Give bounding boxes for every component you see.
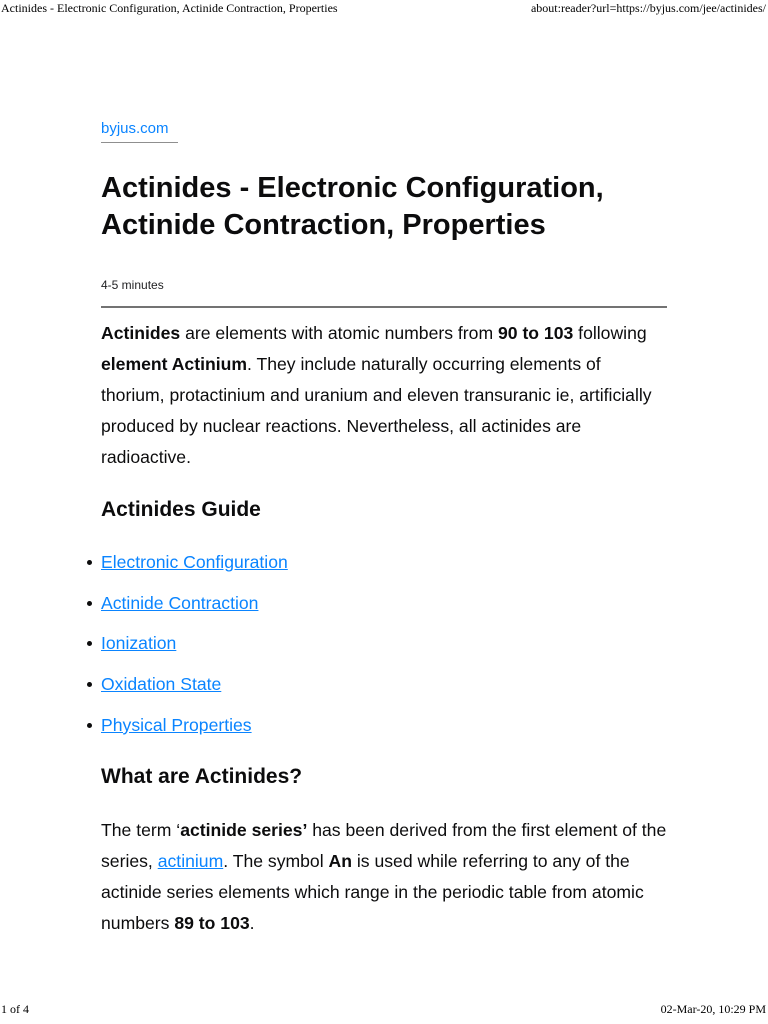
intro-bold-range: 90 to 103 xyxy=(497,323,574,343)
list-item xyxy=(101,710,288,751)
list-item xyxy=(101,547,288,588)
print-page-title: Actinides - Electronic Configuration, Actinide Contraction, Properties xyxy=(1,1,338,15)
what-text-2: has been derived from the first element of the series, xyxy=(101,820,667,871)
guide-heading: Actinides Guide xyxy=(101,498,261,521)
print-footer xyxy=(0,1002,768,1018)
intro-bold-actinides: Actinides xyxy=(101,323,181,343)
guide-link-physical-properties[interactable]: Physical Properties xyxy=(101,714,252,735)
list-item xyxy=(101,669,288,710)
what-text-4: is used while referring to any of the actinide series elements which range in the periodic table from atomic numbers xyxy=(101,851,644,933)
source-domain-link[interactable]: byjus.com xyxy=(101,120,178,143)
intro-text-1: are elements with atomic numbers from xyxy=(180,323,498,343)
page-count: 1 of 4 xyxy=(1,1002,29,1016)
what-text-5: . xyxy=(249,913,255,933)
what-bold-range: 89 to 103 xyxy=(174,913,250,933)
what-text-3: . The symbol xyxy=(223,851,329,871)
print-url: about:reader?url=https://byjus.com/jee/actinides/ xyxy=(530,1,766,15)
guide-list xyxy=(101,547,288,750)
what-text-1: The term ‘ xyxy=(101,820,181,840)
guide-link-ionization[interactable]: Ionization xyxy=(101,633,177,654)
actinium-link[interactable]: actinium xyxy=(157,851,224,871)
header-divider xyxy=(101,306,667,308)
list-item xyxy=(101,628,288,669)
intro-paragraph xyxy=(101,318,667,473)
guide-link-electronic-configuration[interactable]: Electronic Configuration xyxy=(101,552,288,572)
intro-text-2: following xyxy=(573,323,647,343)
what-bold-series: actinide series’ xyxy=(180,820,308,840)
intro-bold-element: element Actinium xyxy=(101,354,247,374)
what-bold-symbol: An xyxy=(328,851,352,871)
print-datetime: 02-Mar-20, 10:29 PM xyxy=(660,1002,766,1016)
article-title: Actinides - Electronic Configuration, Actinide Contraction, Properties xyxy=(101,172,604,241)
bullet-icon xyxy=(87,601,92,606)
bullet-icon xyxy=(87,641,92,646)
intro-text-3: . They include naturally occurring elements of thorium, protactinium and uranium and eleven transuranic ie, artificially produced by nuclear reactions. Nevertheless, all actinides are radioactive. xyxy=(101,354,652,467)
what-heading: What are Actinides? xyxy=(101,765,303,788)
bullet-icon xyxy=(87,682,92,687)
reading-time: 4-5 minutes xyxy=(101,278,164,292)
what-paragraph xyxy=(101,815,667,939)
guide-link-oxidation-state[interactable]: Oxidation State xyxy=(101,674,222,695)
guide-link-actinide-contraction[interactable]: Actinide Contraction xyxy=(101,592,259,613)
bullet-icon xyxy=(87,560,92,565)
list-item xyxy=(101,588,288,629)
print-header xyxy=(0,1,768,17)
bullet-icon xyxy=(87,723,92,728)
